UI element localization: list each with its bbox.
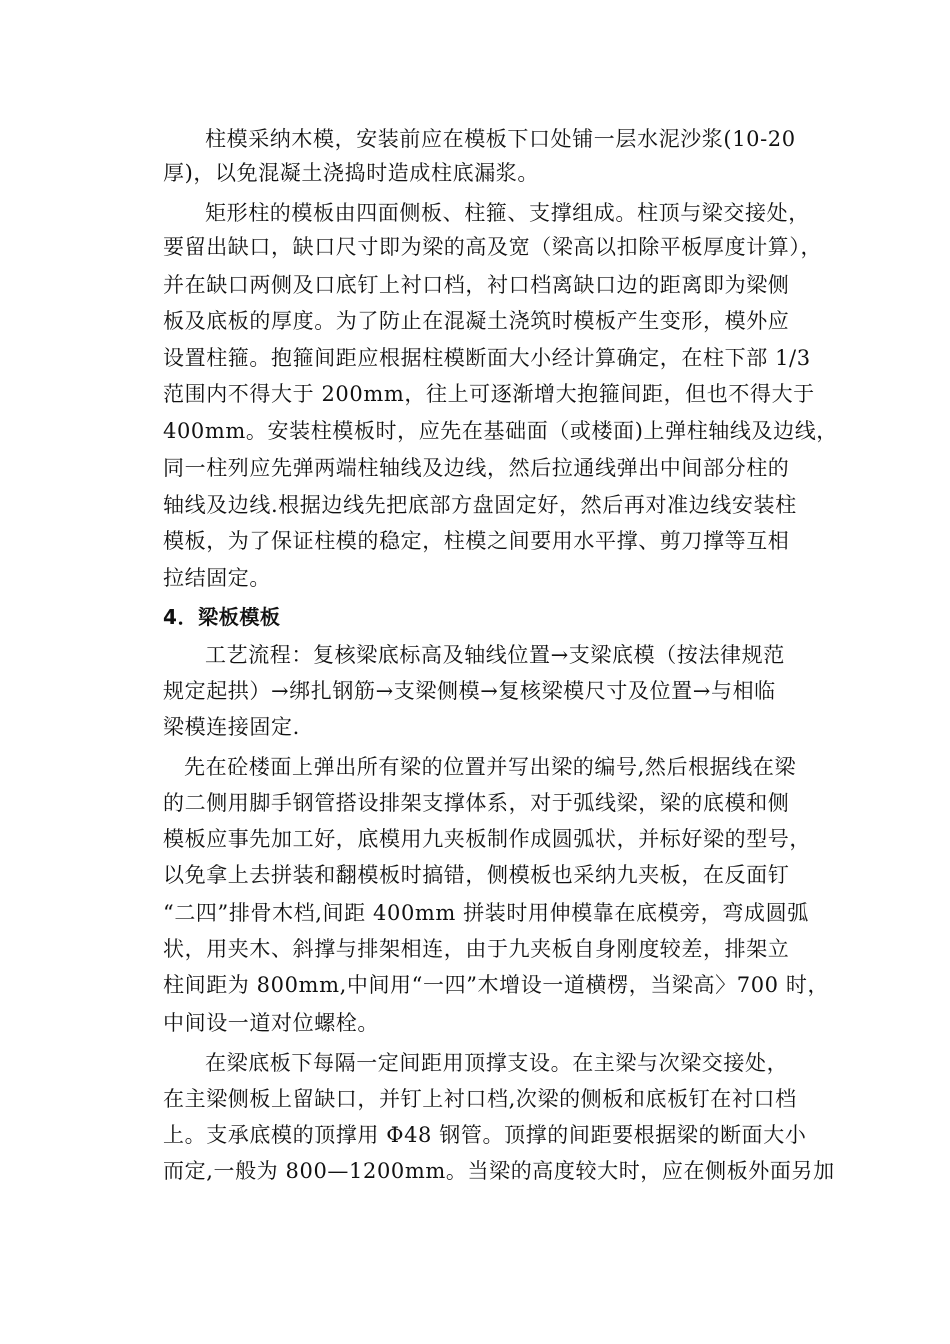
paragraph-line: 轴线及边线.根据边线先把底部方盘固定好，然后再对准边线安装柱 — [163, 493, 797, 517]
paragraph-line: 梁模连接固定. — [163, 715, 300, 739]
paragraph-line: 并在缺口两侧及口底钉上衬口档，衬口档离缺口边的距离即为梁侧 — [163, 273, 790, 297]
paragraph-line: 柱间距为 800mm,中间用“一四”木增设一道横楞，当梁高〉700 时， — [163, 973, 830, 997]
paragraph-line: 先在砼楼面上弹出所有梁的位置并写出梁的编号,然后根据线在梁 — [184, 755, 797, 779]
paragraph-line: 的二侧用脚手钢管搭设排架支撑体系，对于弧线梁，梁的底模和侧 — [163, 791, 790, 815]
paragraph-line: 400mm。安装柱模板时，应先在基础面（或楼面)上弹柱轴线及边线， — [163, 419, 838, 443]
paragraph-line: 柱模采纳木模，安装前应在模板下口处铺一层水泥沙浆(10-20 — [205, 127, 796, 151]
paragraph-line: 中间设一道对位螺栓。 — [163, 1011, 379, 1035]
paragraph-line: 板及底板的厚度。为了防止在混凝土浇筑时模板产生变形，模外应 — [163, 309, 790, 333]
paragraph-line: 模板应事先加工好，底模用九夹板制作成圆弧状，并标好梁的型号， — [163, 827, 811, 851]
paragraph-line: 在主梁侧板上留缺口，并钉上衬口档,次梁的侧板和底板钉在衬口档 — [163, 1087, 797, 1111]
paragraph-line: 设置柱箍。抱箍间距应根据柱模断面大小经计算确定，在柱下部 1/3 — [163, 346, 811, 370]
paragraph-line: 矩形柱的模板由四面侧板、柱箍、支撑组成。柱顶与梁交接处， — [205, 201, 810, 225]
paragraph-line: 工艺流程：复核梁底标高及轴线位置→支梁底模（按法律规范 — [205, 643, 785, 667]
paragraph-line: 厚)，以免混凝土浇捣时造成柱底漏浆。 — [163, 161, 539, 185]
paragraph-line: 要留出缺口，缺口尺寸即为梁的高及宽（梁高以扣除平板厚度计算）， — [163, 235, 823, 259]
section-heading: 4．梁板模板 — [163, 605, 281, 629]
paragraph-line: 上。支承底模的顶撑用 Φ48 钢管。顶撑的间距要根据梁的断面大小 — [163, 1123, 807, 1147]
paragraph-line: 而定,一般为 800—1200mm。当梁的高度较大时，应在侧板外面另加 — [163, 1159, 835, 1183]
paragraph-line: 范围内不得大于 200mm，往上可逐渐增大抱箍间距，但也不得大于 — [163, 382, 815, 406]
paragraph-line: 在梁底板下每隔一定间距用顶撑支设。在主梁与次梁交接处， — [205, 1051, 789, 1075]
paragraph-line: 拉结固定。 — [163, 566, 271, 590]
paragraph-line: 同一柱列应先弹两端柱轴线及边线，然后拉通线弹出中间部分柱的 — [163, 456, 790, 480]
paragraph-line: “二四”排骨木档,间距 400mm 拼装时用伸模靠在底模旁，弯成圆弧 — [163, 901, 809, 925]
paragraph-line: 模板，为了保证柱模的稳定，柱模之间要用水平撑、剪刀撑等互相 — [163, 529, 790, 553]
paragraph-line: 以免拿上去拼装和翻模板时搞错，侧模板也采纳九夹板，在反面钉 — [163, 863, 790, 887]
paragraph-line: 规定起拱）→绑扎钢筋→支梁侧模→复核梁模尺寸及位置→与相临 — [163, 679, 776, 703]
paragraph-line: 状，用夹木、斜撑与排架相连，由于九夹板自身刚度较差，排架立 — [163, 937, 790, 961]
